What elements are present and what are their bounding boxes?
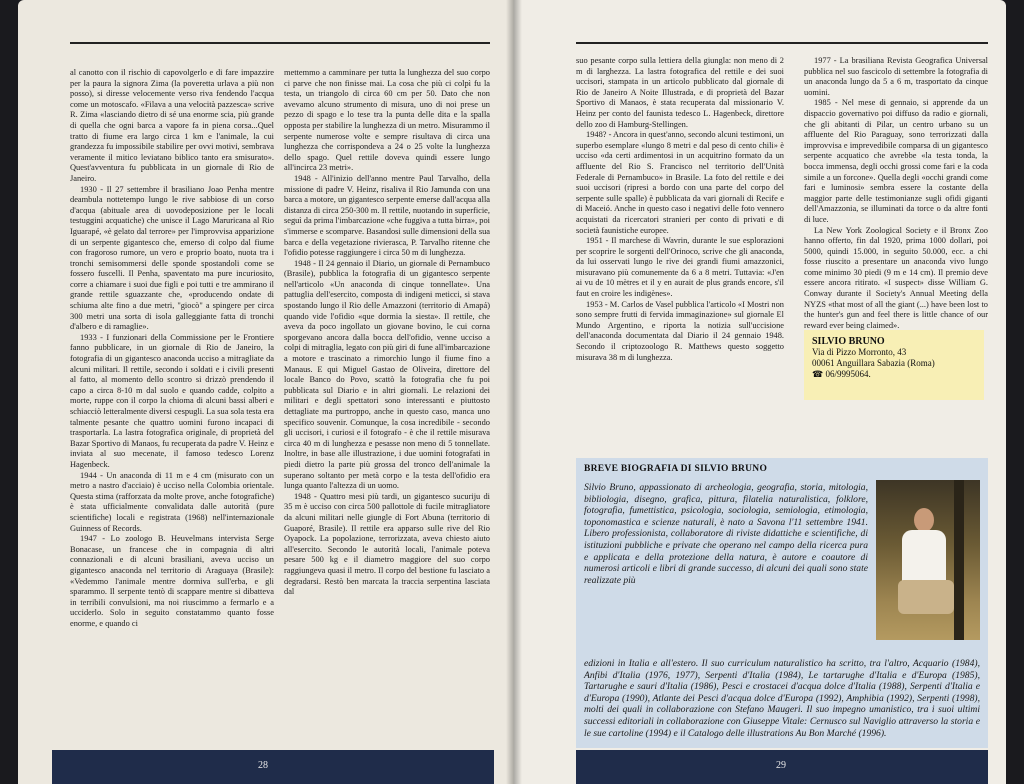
right-page-column-1	[576, 56, 784, 363]
biography-text: Silvio Bruno, appassionato di archeologia, geografia, storia, mitologia, bibliologia, disegno, grafica, pittura, filatelia naturalistica, folklore, fotografia, fumettistica, psicologia, sociologia, semiologia, etimologia, toponomastica e scienze naturali, è nato a Savona l'11 settembre 1941. Libero professionista, collaboratore di riviste didattiche e scientifiche, di istituzioni pubbliche e private che operano nel campo della ricerca pura e applicata e della protezione della natura, è autore e coautore di numerosi articoli e libri di grande successo, di alcuni dei quali sono state realizzate più	[584, 482, 868, 586]
phone-number: ☎ 06/9995064.	[812, 369, 871, 379]
biography-text-continued: edizioni in Italia e all'estero. Il suo curriculum naturalistico ha scritto, tra l'altro, Acquario (1984), Anfibi d'Italia (1976, 1977), Serpenti d'Italia (1984), Le tartarughe d'Italia e d'Europa (1985), Tartarughe e sauri d'Italia (1986), Pesci e crostacei d'acqua dolce d'Italia (1988), Serpenti d'Italia e d'Europa (1990), Atlante dei Pesci d'acqua dolce d'Europa (1992), Amphibia (1992), Serpenti (1998), molti dei quali in collaborazione con Stefano Maugeri. Il suo impegno umanistico, tra i suoi ultimi successi editoriali in collaborazione con Giuseppe Vitale: Cernusco sul Naviglio attraverso la storia e le sue cartoline (1994) e il Catalogo delle illustrations Au Bon Marché (1996).	[584, 658, 980, 739]
left-page-column-2	[284, 68, 490, 598]
author-contact-box	[804, 330, 984, 400]
paragraph: 1933 - I funzionari della Commissione per le Frontiere fanno pubblicare, in un giornale di Rio de Janeiro, la fotografia di un gigantesco anaconda ucciso a mitragliate da alcuni militari. Il rettile, secondo i soldati e i civili presenti al fatto, al momento dello scontro si drizzò prendendo il capo a circa 8-10 m dal suolo e quando cadde, colpito a morte, ruppe con il corpo la chioma di alcuni bassi alberi e schiacciò letteralmente diversi cespugli. La sua sola testa era talmente pesante che quattro uomini furono incapaci di trasportarla. La lastra fotografica originale, di proprietà del Bazar Sportivo di Manaos, fu recuperata da padre V. Heinz e inviata al suo mecenate, il famoso tedesco Lorenz Hagenbeck.	[70, 332, 274, 469]
paragraph: al canotto con il rischio di capovolgerlo e di fare impazzire per la paura la signora Zima (la poveretta urlava a più non posso), si diresse velocemente verso riva fendendo l'acqua come un motoscafo. «Filava a una velocità pazzesca» scrive R. Zima «lasciando dietro di sé una enorme scia, più grande di quella che ogni barca a vapore fa in piena corsa...Quel tratto di fiume era largo circa 1 km e l'animale, la cui grandezza fu impossibile stabilire per ovvi motivi, sembrava veramente il mitico leviatano biblico tanto era smisurato». Quest'avventura fu pubblicata in un giornale di Rio de Janeiro.	[70, 68, 274, 183]
author-name: SILVIO BRUNO	[812, 336, 885, 347]
paragraph: mettemmo a camminare per tutta la lunghezza del suo corpo ci parve che non finisse mai. La cosa che più ci colpì fu la testa, un triangolo di circa 60 cm per 50. Dato che non avevamo alcuno strumento di misura, uno di noi prese un pezzo di spago e lo tese tra la punta delle dita e la spalla opposta per stabilire la lunghezza di un metro. Misurammo il serpente numerose volte e sempre risultava di circa una lunghezza che corrispondeva a 24 o 25 volte la lunghezza dello spago. Quel rettile doveva quindi essere lungo all'incirca 23 metri».	[284, 68, 490, 173]
biography-title: BREVE BIOGRAFIA DI SILVIO BRUNO	[584, 464, 768, 474]
biography-box	[576, 458, 988, 748]
paragraph: 1930 - Il 27 settembre il brasiliano Joao Penha mentre deambula nottetempo lungo le rive sabbiose di un corso d'acqua (abituale area di uovodeposizione per le locali testuggini acquatiche) che unisce il Lago Maruricana al Rio Iguarapé, «è gelato dal terrore» per l'improvvisa apparizione di un serpente gigantesco che, emerso di colpo dal fiume con fragoroso rumore, un vero e proprio boato, nuota tra i tronchi semisommersi delle sponde spostandoli come se fossero fuscelli. Il Penha, spaventato ma pure incuriosito, corre a chiamare i suoi due figli e poi tutti e tre ammirano il grande rettile sguazzante che, «producendo ondate di schiuma alte fino a due metri, "giocò" a spingere per circa 300 metri una sorta di isola galleggiante fatta di tronchi d'albero e di ramaglie».	[70, 184, 274, 332]
tree-trunk	[954, 480, 964, 640]
paragraph: La New York Zoological Society e il Bronx Zoo hanno offerto, fin dal 1920, prima 1000 dollari, poi 5000, quindi 15.000, in seguito 50.000, ecc. a chi fosse riuscito a presentare un anaconda vivo lungo come minimo 30 piedi (9 m e 14 cm). Il premio deve essere ancora ritirato. «I suspect» disse William G. Conway durante il Society's Annual Meeting della NYZS «that most of all the giant (...) have been lost to the hunter's gun and feel there is little chance of our reward ever being claimed».	[804, 225, 988, 330]
page-number: 29	[776, 760, 786, 771]
book-gutter	[506, 0, 522, 784]
page-footer	[52, 750, 494, 784]
top-rule	[70, 42, 490, 44]
person-head	[914, 508, 934, 532]
paragraph: 1951 - Il marchese di Wavrin, durante le sue esplorazioni per scoprire le sorgenti dell'Orinoco, scrive che gli anaconda, da lui osservati lungo le rive dei grandi fiumi amazzonici, misuravano più comunemente da 6 a 8 metri. Tuttavia: «J'en ai vu de 10 mètres et il y en aurait de plus grands encore, s'il faut en croire les indigènes».	[576, 236, 784, 299]
paragraph: 1953 - M. Carlos de Vasel pubblica l'articolo «I Mostri non sono sempre frutti di fervida immaginazione» sul giornale El Mundo Argentino, e riporta la notizia sull'uccisione dell'anaconda documentata dal Diario il 24 gennaio 1948. Secondo il criptozoologo R. Matthews questo soggetto misurava 38 m di lunghezza.	[576, 299, 784, 362]
paragraph: 1948 - All'inizio dell'anno mentre Paul Tarvalho, della missione di padre V. Heinz, risaliva il Rio Jamunda con una barca a motore, un gigantesco serpente emerse dall'acqua alla distanza di circa 250-300 m. Il rettile, nuotando in superficie, seguì da prima l'imbarcazione «che fuggiva a tutta birra», poi s'immerse e scomparve. Basandosi sulle dimensioni della sua barca e della vegetazione rivierasca, P. Tarvalho ritenne che l'ofidio potesse raggiungere i circa 50 m di lunghezza.	[284, 173, 490, 258]
paragraph: 1948 - Quattro mesi più tardi, un gigantesco sucuriju di 35 m è ucciso con circa 500 pallottole di fucile mitragliatore da alcuni militari nelle giungle di Fort Abuna (territorio di Guaporé, Brasile). Il rettile era apparso sulle rive del Rio Oyapock. La popolazione, terrorizzata, aveva chiesto aiuto all'esercito. Secondo le autorità locali, l'animale poteva pesare 500 kg e il diametro maggiore del suo corpo raggiungeva quasi il metro. Il corpo del bestione fu lasciato a degradarsi. Restò ben marcata la traccia serpentina lasciata dal	[284, 491, 490, 597]
address-line: Via di Pizzo Morronto, 43	[812, 347, 907, 357]
paragraph: suo pesante corpo sulla lettiera della giungla: non meno di 2 m di larghezza. La lastra fotografica del rettile e dei suoi uccisori, stampata in un articolo pubblicato dal giornale di Rio de Janeiro A Noite Illustrada, e di proprietà del Bazar Sportivo di Manaos, è stata recuperata dal missionario V. Heinz per conto del faunista tedesco L. Hagenbeck, direttore dello zoo di Hamburg-Stellingen.	[576, 56, 784, 129]
page-footer	[576, 750, 988, 784]
right-page	[514, 0, 1006, 784]
paragraph: 1944 - Un anaconda di 11 m e 4 cm (misurato con un metro a nastro d'acciaio) è ucciso nella Colombia orientale. Questa stima (rafforzata da molte prove, anche fotografiche) è stata ufficialmente convalidata dalle autorità (pure scientifiche) locali e registrata (1968) nell'internazionale Guinness of Records.	[70, 470, 274, 533]
left-page	[18, 0, 514, 784]
paragraph: 1948? - Ancora in quest'anno, secondo alcuni testimoni, un superbo esemplare «lungo 8 metri e dal peso di cento chili» è ucciso «da certi ardimentosi in un acquitrino formato da un affluente del Rio S. Francisco nel territorio dell'Unità Federale di Pernambuco» in Brasile. La foto del rettile e dei suoi uccisori (ripresi a bordo con una parte del corpo del serpente sulle spalle) è pubblicata da vari giornali di Recife e di Maceió. Anche in questo caso i negativi delle foto vennero acquistati da ricercatori stranieri per conto di privati e di società faunistiche europee.	[576, 130, 784, 235]
person-shirt	[902, 530, 946, 584]
right-page-column-2	[804, 56, 988, 331]
address-line: 00061 Anguillara Sabazia (Roma)	[812, 358, 935, 368]
page-number: 28	[258, 760, 268, 771]
top-rule	[576, 42, 988, 44]
author-photo	[876, 480, 980, 640]
paragraph: 1985 - Nel mese di gennaio, si apprende da un dispaccio governativo poi diffuso da radio e giornali, che gli abitanti di Pilar, un centro urbano su un affluente del Rio Paraguay, sono terrorizzati dalla improvvisa e imprevedibile comparsa di un gigantesco serpente acquatico che avrebbe «la testa tonda, la bocca immensa, degli occhi grossi come fari e la coda simile a un forcone». Quella degli «occhi grandi come fari e luminosi» sembra essere la costante della maggior parte delle testimonianze sugli ofidi giganti dell'Amazzonia, se illuminati da torce o da altre fonti di luce.	[804, 98, 988, 224]
paragraph: 1947 - Lo zoologo B. Heuvelmans intervista Serge Bonacase, un francese che in compagnia di altri connazionali e di alcuni brasiliani, aveva ucciso un gigantesco anaconda nel territorio di Araguaya (Brasile): «Vedemmo l'animale mentre dormiva sull'erba, e gli sparammo. Il serpente tentò di scappare mentre si dibatteva in terribili convulsioni, ma noi riuscimmo a fermarlo e a ucciderlo. Solo in seguito constatammo quanto fosse enorme, e quando ci	[70, 534, 274, 628]
person-legs	[898, 580, 954, 614]
paragraph: 1948 - Il 24 gennaio il Diario, un giornale di Pernambuco (Brasile), pubblica la fotografia di un gigantesco serpente nell'articolo «Un anaconda di cinque tonnellate». Una pattuglia dell'esercito, composta di indigeni meticci, si stava spostando lungo il Rio delle Amazzoni (territorio di Amapá) quando vide l'ofidio «que dormia la siesta». Il rettile, che aveva da poco ingollato un giovane bovino, le cui corna sporgevano ancora dalla bocca dell'ofidio, venne ucciso a colpi di mitraglia, legato con più giri di fune all'imbarcazione a motore e trascinato a rimorchio lungo il fiume fino a Manaus. E qui Miguel Gastao de Oliveira, direttore del locale Banco do Povo, scattò la fotografia che fu poi pubblicata sul Diario e in altri giornali. Le relazioni dei militari e degli spettatori sono interessanti e piuttosto dettagliate ma purtroppo, anche in questo caso, manca uno specifico souvenir. Comunque, la cosa incredibile - secondo gli uccisori, i curiosi e il fotografo - è che il rettile misurava circa 40 m di lunghezza e pesasse non meno di 5 tonnellate. Inoltre, in base alle illustrazione, i due uomini fotografati in piedi dietro la parte più grossa del tronco dell'animale la superano soltanto per metà corpo e la testa dell'ofidio era lunga quanto l'altezza di un uomo.	[284, 258, 490, 491]
paragraph: 1977 - La brasiliana Revista Geografica Universal pubblica nel suo fascicolo di settembre la fotografia di un anaconda lungo da 5 a 6 m, trasportato da cinque uomini.	[804, 56, 988, 97]
left-page-column-1	[70, 68, 274, 629]
